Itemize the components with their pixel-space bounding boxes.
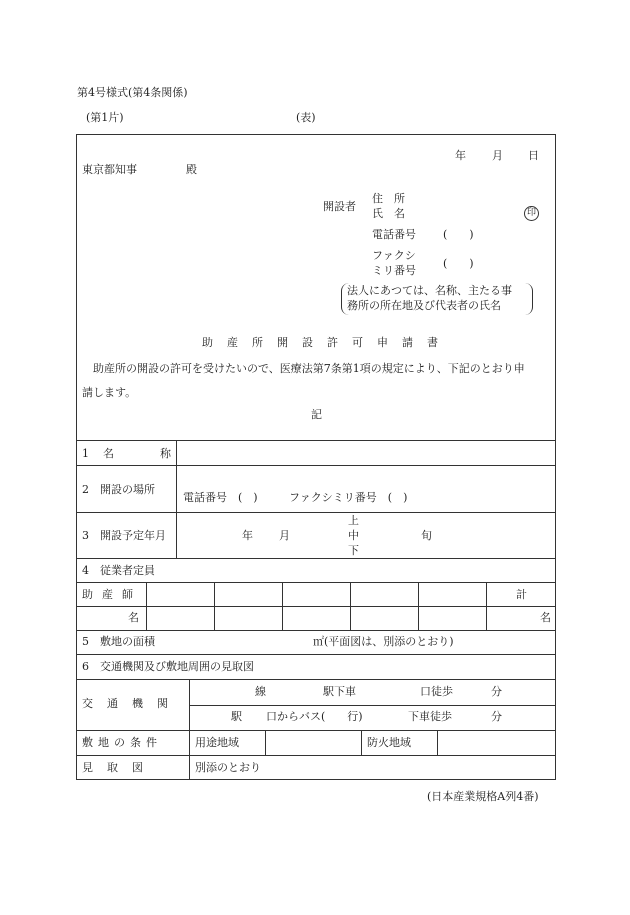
row5-value: ㎡(平面図は、別添のとおり) <box>313 635 454 648</box>
row2-fax: ファクシミリ番号 ( ) <box>289 491 408 504</box>
row4-midwife: 助産師 <box>82 588 142 601</box>
row2-label: 2 開設の場所 <box>82 483 155 496</box>
row1-num: 1 <box>82 447 89 460</box>
table-col-rule <box>437 730 438 755</box>
site-condition-label: 敷地の条件 <box>82 736 162 749</box>
table-col-rule <box>146 582 147 630</box>
row2-phone: 電話番号 ( ) <box>183 491 258 504</box>
table-col-rule <box>282 582 283 630</box>
zone-label: 用途地域 <box>195 736 239 749</box>
paper-standard: (日本産業規格A列4番) <box>427 790 539 803</box>
fax-label-2: ミリ番号 <box>372 264 416 277</box>
row5-label: 5 敷地の面積 <box>82 635 155 648</box>
table-rule <box>76 465 556 466</box>
ki-label: 記 <box>311 408 322 421</box>
form-number: 第4号様式(第4条関係) <box>77 86 188 99</box>
seal-mark: 印 <box>524 206 539 221</box>
transport-bus-min: 分 <box>491 710 502 723</box>
corp-note-line-2: 務所の所在地及び代表者の氏名 <box>347 299 501 312</box>
row4-mei-total: 名 <box>540 611 551 624</box>
table-rule <box>76 512 556 513</box>
table-col-rule <box>486 582 487 630</box>
addressee: 東京都知事 <box>82 163 137 176</box>
table-rule <box>76 730 556 731</box>
transport-label: 交通機関 <box>82 697 182 710</box>
application-form-frame <box>76 134 556 780</box>
transport-bus: 口からバス( 行) <box>266 710 363 723</box>
phone-parens: ( ) <box>443 228 474 241</box>
phone-label: 電話番号 <box>372 228 416 241</box>
form-title: 助産所開設許可申請書 <box>202 336 452 349</box>
table-rule <box>76 679 556 680</box>
fax-parens: ( ) <box>443 257 474 270</box>
table-col-rule <box>176 440 177 558</box>
transport-station: 駅下車 <box>323 685 356 698</box>
table-rule-top <box>76 440 556 441</box>
table-rule <box>76 630 556 631</box>
table-col-rule <box>361 730 362 755</box>
table-col-rule <box>214 582 215 630</box>
table-rule <box>76 558 556 559</box>
transport-line: 線 <box>255 685 266 698</box>
transport-exit: 口徒歩 <box>420 685 453 698</box>
body-text-2: 請します。 <box>82 386 137 399</box>
row3-year: 年 <box>242 529 253 542</box>
row1-label-a: 名 <box>103 447 114 460</box>
side-label: (表) <box>296 111 316 124</box>
date-day: 日 <box>528 149 539 162</box>
table-rule <box>76 755 556 756</box>
transport-bus-stop: 下車徒歩 <box>408 710 452 723</box>
date-month: 月 <box>492 149 503 162</box>
table-col-rule <box>265 730 266 755</box>
row1-label-b: 称 <box>160 447 171 460</box>
table-rule <box>76 654 556 655</box>
name-label: 氏 名 <box>372 207 405 220</box>
table-rule <box>189 705 556 706</box>
row4-total: 計 <box>516 588 527 601</box>
row3-jou: 上 <box>348 514 359 527</box>
fire-zone-label: 防火地域 <box>367 736 411 749</box>
table-col-rule <box>189 679 190 780</box>
table-col-rule <box>418 582 419 630</box>
table-rule <box>76 582 556 583</box>
applicant-label: 開設者 <box>323 200 356 213</box>
body-text-1: 助産所の開設の許可を受けたいので、医療法第7条第1項の規定により、下記のとおり申 <box>93 362 525 375</box>
row3-chuu: 中 <box>348 529 359 542</box>
fax-label-1: ファクシ <box>372 249 416 262</box>
table-rule <box>76 606 556 607</box>
date-year: 年 <box>455 149 466 162</box>
row3-ge: 下 <box>348 544 359 557</box>
address-label: 住 所 <box>372 192 405 205</box>
map-label: 見取図 <box>82 761 157 774</box>
row3-month: 月 <box>279 529 290 542</box>
honorific: 殿 <box>186 163 197 176</box>
row3-jun: 旬 <box>421 529 432 542</box>
sheet-label: (第1片) <box>86 111 124 124</box>
corp-note-line-1: 法人にあつては、名称、主たる事 <box>347 284 512 297</box>
map-value: 別添のとおり <box>195 761 261 774</box>
table-col-rule <box>350 582 351 630</box>
transport-min: 分 <box>491 685 502 698</box>
row4-mei: 名 <box>128 611 139 624</box>
transport-bus-station: 駅 <box>231 710 242 723</box>
row6-label: 6 交通機関及び敷地周囲の見取図 <box>82 660 254 673</box>
row3-label: 3 開設予定年月 <box>82 529 166 542</box>
row4-label: 4 従業者定員 <box>82 564 155 577</box>
